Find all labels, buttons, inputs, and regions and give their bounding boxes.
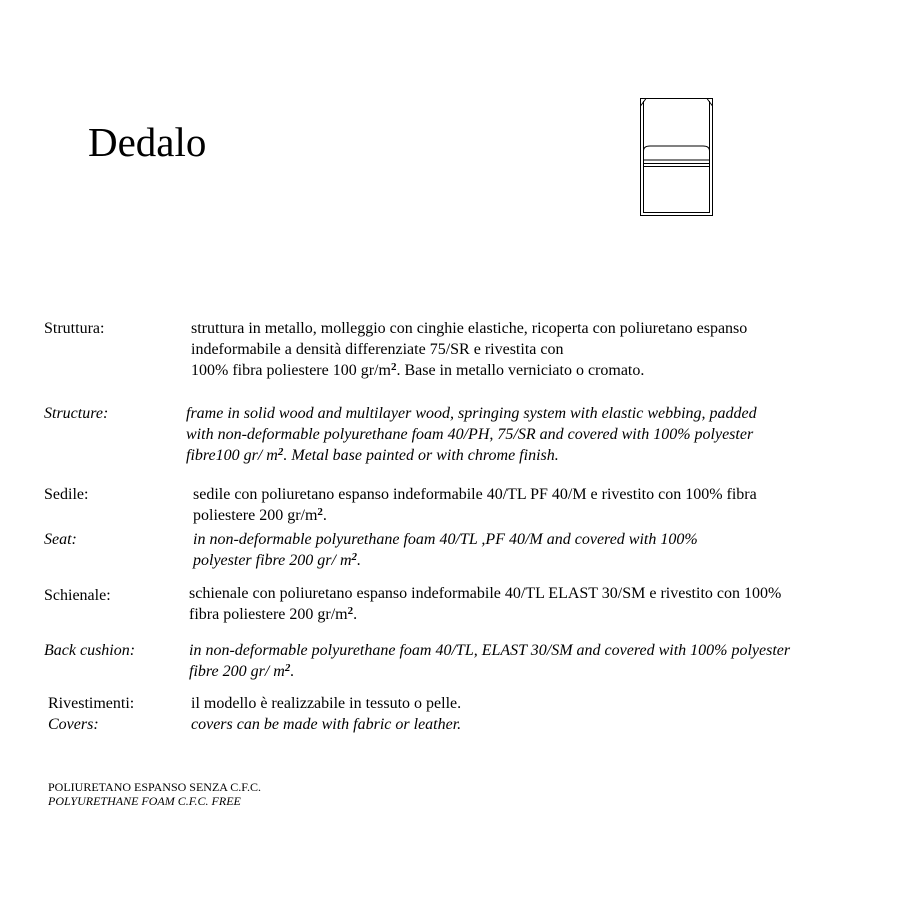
covers-text: covers can be made with fabric or leather. xyxy=(191,716,462,733)
back-cushion-line-2: fibre 200 gr/ $m^2$. xyxy=(189,662,295,680)
struttura-line-1: struttura in metallo, molleggio con cinghie elastiche, ricoperta con poliuretano espanso xyxy=(191,320,748,337)
struttura-label: Struttura: xyxy=(44,320,105,337)
schienale-label: Schienale: xyxy=(44,587,111,604)
footer-line-2: POLYURETHANE FOAM C.F.C. FREE xyxy=(48,794,241,808)
sedile-line-1: sedile con poliuretano espanso indeformabile 40/TL PF 40/M e rivestito con 100% fibra xyxy=(193,486,757,503)
structure-text xyxy=(186,403,757,466)
structure-line-1: frame in solid wood and multilayer wood, springing system with elastic webbing, padded xyxy=(186,405,757,422)
back-cushion-label: Back cushion: xyxy=(44,642,136,659)
sedile-text xyxy=(193,484,757,526)
seat-line-1: in non-deformable polyurethane foam 40/TL ,PF 40/M and covered with 100% xyxy=(193,531,698,548)
product-title: Dedalo xyxy=(88,119,207,165)
footer-line-1: POLIURETANO ESPANSO SENZA C.F.C. xyxy=(48,780,262,794)
sedile-label: Sedile: xyxy=(44,486,89,503)
back-cushion-text xyxy=(189,640,790,682)
seat-text xyxy=(193,529,698,571)
structure-line-3: fibre100 gr/ $m^2$. Metal base painted or with chrome finish. xyxy=(186,446,559,464)
rivestimenti-label: Rivestimenti: xyxy=(48,695,135,712)
back-cushion-line-1: in non-deformable polyurethane foam 40/TL, ELAST 30/SM and covered with 100% polyester xyxy=(189,642,791,659)
seat-label: Seat: xyxy=(44,531,77,548)
schienale-line-1: schienale con poliuretano espanso indeformabile 40/TL ELAST 30/SM e rivestito con 100% xyxy=(189,585,782,602)
struttura-line-2: indeformabile a densità differenziate 75/SR e rivestita con xyxy=(191,341,564,358)
structure-line-2: with non-deformable polyurethane foam 40/PH, 75/SR and covered with 100% polyester xyxy=(186,426,754,443)
struttura-text xyxy=(191,318,747,381)
seat-line-2: polyester fibre 200 gr/ $m^2$. xyxy=(193,551,361,569)
rivestimenti-text: il modello è realizzabile in tessuto o pelle. xyxy=(191,695,462,712)
schienale-line-2: fibra poliestere 200 $gr/m^2$. xyxy=(189,605,358,623)
chair-top-view-icon xyxy=(638,96,716,218)
structure-label: Structure: xyxy=(44,405,109,422)
sedile-line-2: poliestere 200 $gr/m^2$. xyxy=(193,506,327,524)
schienale-text xyxy=(189,583,781,625)
struttura-line-3: 100% fibra poliestere 100 $gr/m^2$. Base in metallo verniciato o cromato. xyxy=(191,361,645,379)
covers-label: Covers: xyxy=(48,716,99,733)
